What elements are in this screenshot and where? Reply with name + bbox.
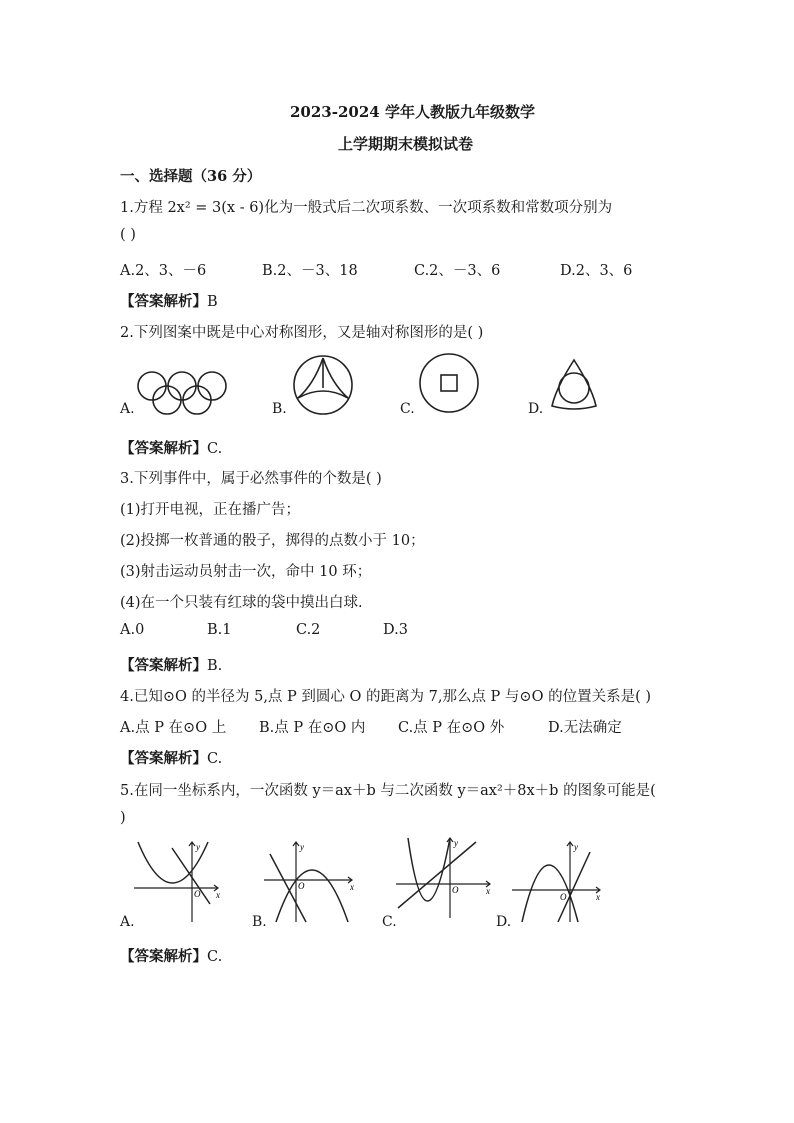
q1-option-b: B.2、－3、18	[262, 263, 358, 279]
q2-stem: 2.下列图案中既是中心对称图形，又是轴对称图形的是( )	[120, 325, 484, 341]
q5-graph-a	[132, 838, 228, 924]
q5-answer	[120, 945, 222, 966]
axis-label-y: y	[454, 838, 458, 848]
q2-label-d: D.	[528, 401, 544, 417]
q3-option-b: B.1	[207, 622, 232, 638]
q5-label-a: A.	[120, 914, 135, 930]
q5-graph-c	[394, 834, 494, 920]
answer-value: B	[207, 294, 218, 310]
q2-answer	[120, 437, 222, 458]
axis-label-x: x	[216, 890, 220, 900]
q5-graph-d	[510, 838, 606, 924]
axis-label-x: x	[350, 882, 354, 892]
axis-label-x: x	[486, 886, 490, 896]
q1-option-d: D.2、3、6	[560, 263, 633, 279]
q1-option-c: C.2、－3、6	[414, 263, 501, 279]
q1-answer	[120, 290, 218, 311]
answer-value: B.	[207, 658, 223, 674]
page-title: 2023-2024 学年人教版九年级数学	[290, 103, 535, 121]
q5-label-b: B.	[252, 914, 267, 930]
olympic-rings-figure	[136, 370, 228, 418]
axis-label-y: y	[196, 842, 200, 852]
axis-origin: O	[560, 892, 567, 902]
q3-option-d: D.3	[383, 622, 408, 638]
q5-stem: 5.在同一坐标系内，一次函数 y＝ax＋b 与二次函数 y＝ax²＋8x＋b 的图象可能是(	[120, 783, 656, 799]
answer-value: C.	[207, 949, 223, 965]
q5-graph-b	[262, 838, 358, 924]
q3-item-1: (1)打开电视，正在播广告；	[120, 502, 301, 518]
q5-label-d: D.	[496, 914, 512, 930]
q1-option-a: A.2、3、－6	[120, 263, 207, 279]
answer-label: 【答案解析】	[120, 440, 207, 457]
page-subtitle: 上学期期末模拟试卷	[338, 135, 474, 153]
q4-option-d: D.无法确定	[548, 720, 622, 736]
q4-option-a: A.点 P 在⊙O 上	[120, 720, 227, 736]
q5-stem-blank: )	[120, 810, 126, 826]
trefoil-knot-figure	[544, 358, 604, 416]
answer-value: C.	[207, 441, 223, 457]
q3-item-4: (4)在一个只装有红球的袋中摸出白球.	[120, 595, 363, 611]
answer-label: 【答案解析】	[120, 657, 207, 674]
circle-with-arcs-figure	[292, 354, 354, 416]
answer-label: 【答案解析】	[120, 948, 207, 965]
axis-label-y: y	[300, 842, 304, 852]
answer-label: 【答案解析】	[120, 750, 207, 767]
q3-option-c: C.2	[296, 622, 321, 638]
axis-origin: O	[452, 885, 459, 895]
q4-answer	[120, 747, 222, 768]
q4-stem: 4.已知⊙O 的半径为 5,点 P 到圆心 O 的距离为 7,那么点 P 与⊙O 的位置关系是( )	[120, 689, 651, 705]
axis-label-x: x	[596, 892, 600, 902]
q3-item-3: (3)射击运动员射击一次，命中 10 环；	[120, 564, 372, 580]
q3-answer	[120, 654, 222, 675]
axis-origin: O	[194, 889, 201, 899]
q4-option-b: B.点 P 在⊙O 内	[259, 720, 366, 736]
q2-label-c: C.	[400, 401, 415, 417]
answer-value: C.	[207, 751, 223, 767]
q3-option-a: A.0	[120, 622, 145, 638]
answer-label: 【答案解析】	[120, 293, 207, 310]
q3-item-2: (2)投掷一枚普通的骰子，掷得的点数小于 10；	[120, 533, 425, 549]
axis-label-y: y	[574, 842, 578, 852]
q4-option-c: C.点 P 在⊙O 外	[398, 720, 505, 736]
section-heading: 一、选择题（36 分）	[120, 168, 262, 185]
q3-stem: 3.下列事件中，属于必然事件的个数是( )	[120, 471, 382, 487]
axis-origin: O	[298, 881, 305, 891]
q2-label-b: B.	[272, 401, 287, 417]
q2-label-a: A.	[120, 401, 135, 417]
q1-stem: 1.方程 2x² = 3(x - 6)化为一般式后二次项系数、一次项系数和常数项分别为	[120, 200, 613, 216]
coin-with-square-figure	[418, 352, 480, 414]
q1-stem-blank: ( )	[120, 227, 136, 243]
q5-label-c: C.	[382, 914, 397, 930]
